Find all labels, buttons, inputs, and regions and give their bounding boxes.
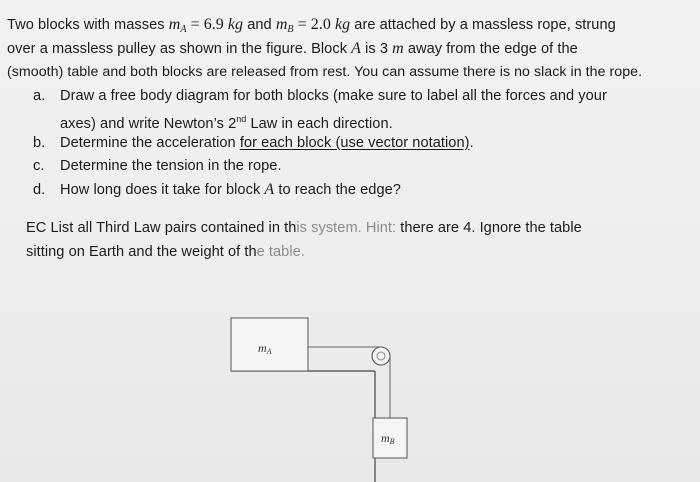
pulley bbox=[372, 347, 390, 365]
part-b-text: Determine the acceleration bbox=[60, 135, 240, 151]
mass-b-unit: kg bbox=[334, 16, 351, 33]
block-a-symbol-d: A bbox=[264, 181, 275, 198]
mass-b-symbol: $m_B$ bbox=[275, 16, 294, 35]
block-a-label: mA bbox=[258, 341, 272, 356]
mass-a-symbol: $m_A$ bbox=[168, 16, 187, 35]
intro-text-2b: is 3 bbox=[360, 41, 393, 57]
ec-text-mid: there are 4. Ignore the table bbox=[396, 220, 582, 236]
part-c-label: c. bbox=[33, 158, 45, 174]
intro-text: Two blocks with masses bbox=[7, 17, 169, 33]
part-d-label: d. bbox=[33, 182, 46, 198]
mass-a-unit: kg bbox=[227, 16, 244, 33]
block-a-symbol: A bbox=[351, 40, 361, 57]
part-b-period: . bbox=[469, 135, 474, 151]
part-b-label: b. bbox=[33, 135, 46, 151]
part-b-underlined: for each block (use vector notation) bbox=[239, 135, 470, 151]
ec-faded-text-2: e table. bbox=[256, 244, 305, 260]
ec-faded-text: is system. Hint: bbox=[296, 220, 397, 236]
part-d-text-post: to reach the edge? bbox=[274, 182, 401, 198]
part-a-text-2: axes) and write Newton’s 2 bbox=[60, 116, 237, 132]
intro-text-2a: over a massless pulley as shown in the figure. Block bbox=[7, 41, 352, 57]
part-c-text: Determine the tension in the rope. bbox=[60, 158, 282, 174]
intro-text-2c: away from the edge of the bbox=[403, 41, 578, 57]
mass-a-value: = 6.9 bbox=[186, 16, 228, 33]
part-a-text: Draw a free body diagram for both blocks (make sure to label all the forces and your bbox=[60, 88, 607, 104]
block-b-label: mB bbox=[381, 431, 395, 446]
mass-b-value: = 2.0 bbox=[293, 16, 335, 33]
intro-line-3: (smooth) table and both blocks are released from rest. You can assume there is no slack in the rope. bbox=[7, 64, 643, 80]
block-a bbox=[231, 318, 308, 371]
part-a-label: a. bbox=[33, 88, 46, 104]
ec-text: EC List all Third Law pairs contained in th bbox=[26, 220, 297, 236]
part-a-text-2-post: Law in each direction. bbox=[246, 116, 393, 132]
superscript-nd: nd bbox=[236, 114, 247, 124]
part-d-text: How long does it take for block bbox=[60, 182, 265, 198]
ec-text-2: sitting on Earth and the weight of th bbox=[26, 244, 257, 260]
meter-unit: m bbox=[392, 40, 404, 57]
intro-and: and bbox=[243, 17, 276, 33]
intro-text-rest: are attached by a massless rope, strung bbox=[350, 17, 616, 33]
